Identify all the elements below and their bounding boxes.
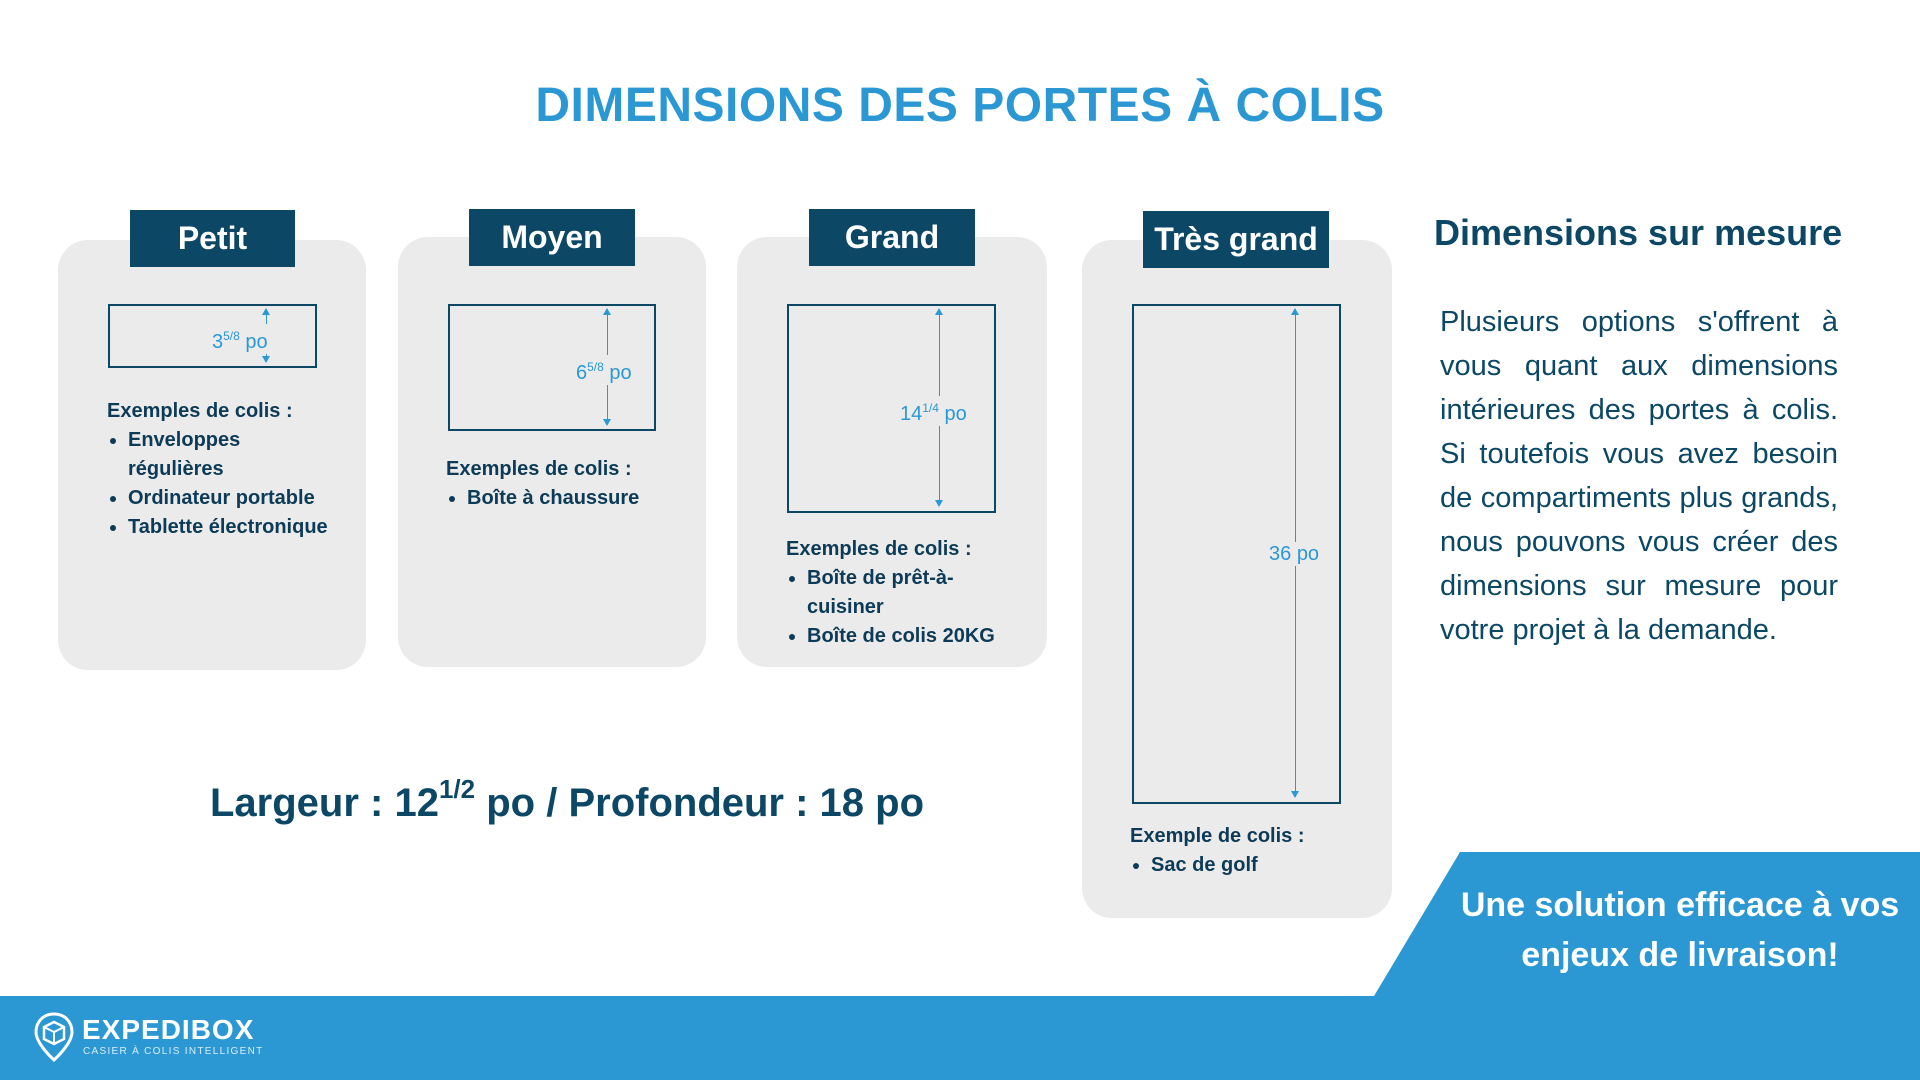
list-item: • Boîte à chaussure (467, 484, 686, 513)
custom-dimensions-title: Dimensions sur mesure (1434, 212, 1843, 253)
custom-dimensions-text: Plusieurs options s'offrent à vous quant aux dimensions intérieures des portes à colis. Si toutefois vous avez besoin de compartiments plus grands, nous pouvons vous créer des dimensions sur mesure pour votre projet à la demande. (1440, 306, 1838, 646)
brand-name: EXPEDIBOX (82, 1014, 255, 1045)
list-item: • Enveloppes régulières (128, 426, 337, 484)
dim-arrow-down-icon (935, 500, 943, 507)
examples-tres-grand (1130, 822, 1360, 880)
list-item: • Boîte de prêt-à-cuisiner (807, 564, 1016, 622)
examples-title: Exemples de colis : (446, 458, 632, 480)
examples-moyen (446, 455, 686, 513)
box-location-icon (34, 1012, 74, 1062)
width-depth-label: Largeur : $12^{1/2}$ po / Profondeur : 18 po (210, 774, 925, 825)
dim-label-petit: $3^{5/8}$ po (210, 324, 270, 354)
footer-bar (0, 996, 1920, 1080)
list-item: • Boîte de colis 20KG (807, 622, 1016, 651)
dim-arrow-down-icon (603, 419, 611, 426)
examples-title: Exemples de colis : (786, 538, 972, 560)
list-item: • Sac de golf (1151, 851, 1360, 880)
tag-grand: Grand (809, 209, 975, 266)
page-title: DIMENSIONS DES PORTES À COLIS (535, 79, 1385, 132)
slogan-text: Une solution efficace à vos enjeux de livraison! (1460, 886, 1900, 974)
examples-title: Exemple de colis : (1130, 825, 1305, 847)
dim-label-moyen: $6^{5/8}$ po (574, 355, 634, 385)
card-moyen (398, 237, 706, 667)
dim-arrow-down-icon (1291, 791, 1299, 798)
dim-label-grand: $14^{1/4}$ po (898, 396, 969, 426)
examples-grand (786, 535, 1016, 651)
list-item: • Tablette électronique (128, 513, 337, 542)
tag-tres-grand: Très grand (1143, 211, 1329, 268)
brand-tagline: CASIER À COLIS INTELLIGENT (83, 1046, 264, 1057)
dim-label-tres-grand: 36 po (1269, 543, 1320, 565)
tag-petit: Petit (130, 210, 295, 267)
dim-arrow-down-icon (262, 356, 270, 363)
tag-moyen: Moyen (469, 209, 635, 266)
list-item: • Ordinateur portable (128, 484, 337, 513)
examples-title: Exemples de colis : (107, 400, 293, 422)
examples-petit (107, 397, 337, 542)
